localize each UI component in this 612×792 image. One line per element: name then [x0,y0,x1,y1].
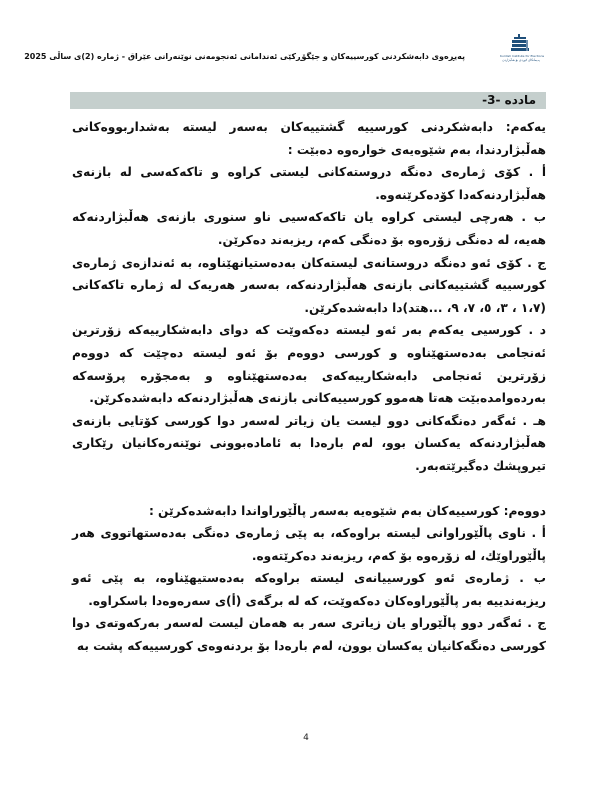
paragraph-item-c: ج . کۆی ئەو دەنگە دروستانەی لیستەکان بەدەستیانهێناوە، بە ئەندازەی ژمارەی کورسییە گشتییەکانی بازنەی هەڵبژاردنەکە، بەسەر هەریەک لە ژمارە تاکەکانی (١،٧ ، ٣، ٥، ٧، ٩، ...هتد)دا دابەشدەکرێن. [72,255,546,315]
paragraph-item-a: أ . کۆی ژمارەی دەنگە دروستەکانی لیستی کراوە و تاکەکەسی لە بازنەی هەڵبژاردنەکەدا کۆدەکرێنەوە. [72,165,546,202]
section-gap [72,478,546,500]
paragraph-item-d: د . کورسیی یەکەم بەر ئەو لیستە دەکەوێت کە دوای دابەشکارییەکە زۆرترین ئەنجامی بەدەستهێناوە و کورسی دووەم بۆ ئەو لیستە دەچێت کە دووەم زۆرترین ئەنجامی دابەشکارییەکەی بەدەستهێناوە و بەمجۆرە پرۆسەکە بەردەوامدەبێت هەتا هەموو کورسییەکانی بازنەی هەڵبژاردنەکە دابەشدەکرێن. [72,323,546,406]
article-body [72,116,546,658]
stacked-books-icon [509,34,531,54]
document-title: پەیڕەوی دابەشکردنی کورسییەکان و جێگۆڕکێی ئەندامانی ئەنجومەنی نوێنەرانی عێراق - ژمارە (2)ی ساڵی 2025 [24,52,465,61]
logo-caption: Kurdish Institute for Elections پەیمانگای کوردی بۆ هەڵبژاردن [500,54,545,62]
paragraph-second-item-b: ب . ژمارەی ئەو کورسییانەی لیستە براوەکە بەدەستیهێناوە، بە پێی ئەو ریزبەندییە بەر پاڵێوراوەکان دەکەوێت، کە لە برگەی (أ)ی سەرەوەدا باسکراوە. [72,571,546,608]
paragraph-item-h: هـ . ئەگەر دەنگەکانی دوو لیست یان زیاتر لەسەر دوا کورسی کۆتایی بازنەی هەڵبژاردنەکە یەکسان بوو، لەم بارەدا بە ئامادەبوونی نوێنەرەکانیان رێکاری تیروپشك دەگیرێتەبەر. [72,413,546,473]
article-heading-bar [70,92,546,109]
paragraph-first-intro: یەکەم: دابەشکردنی کورسییە گشتییەکان بەسەر لیستە بەشداربووەکانی هەڵبژاردندا، بەم شێوەیەی خوارەوە دەبێت : [72,120,546,157]
institute-logo [500,34,545,66]
paragraph-second-intro: دووەم: کورسییەکان بەم شێوەیە بەسەر پاڵێوراواندا دابەشدەکرێن : [148,503,546,518]
page-header [24,34,550,64]
paragraph-item-b: ب . هەرچی لیستی کراوە یان تاکەکەسیی ناو سنوری بازنەی هەڵبژاردنەکە هەیە، لە دەنگی زۆرەوە بۆ دەنگی کەم، ریزبەند دەکرێن. [72,210,546,247]
paragraph-second-item-a: أ . ناوی پاڵێوراوانی لیستە براوەکە، بە پێی ژمارەی دەنگی بەدەستهاتووی هەر پاڵێوراوێك، لە زۆرەوە بۆ کەم، ریزبەند دەکرێتەوە. [72,526,546,563]
paragraph-second-item-c: ج . ئەگەر دوو پاڵێوراو یان زیاتری سەر بە هەمان لیست لەسەر بەرکەوتەی دوا کورسی دەنگەکانیان یەکسان بوون، لەم بارەدا بۆ بردنەوەی کورسییەکە پشت بە [72,616,546,654]
article-heading: مادده -3- [482,93,536,107]
page-number: 4 [303,733,309,743]
